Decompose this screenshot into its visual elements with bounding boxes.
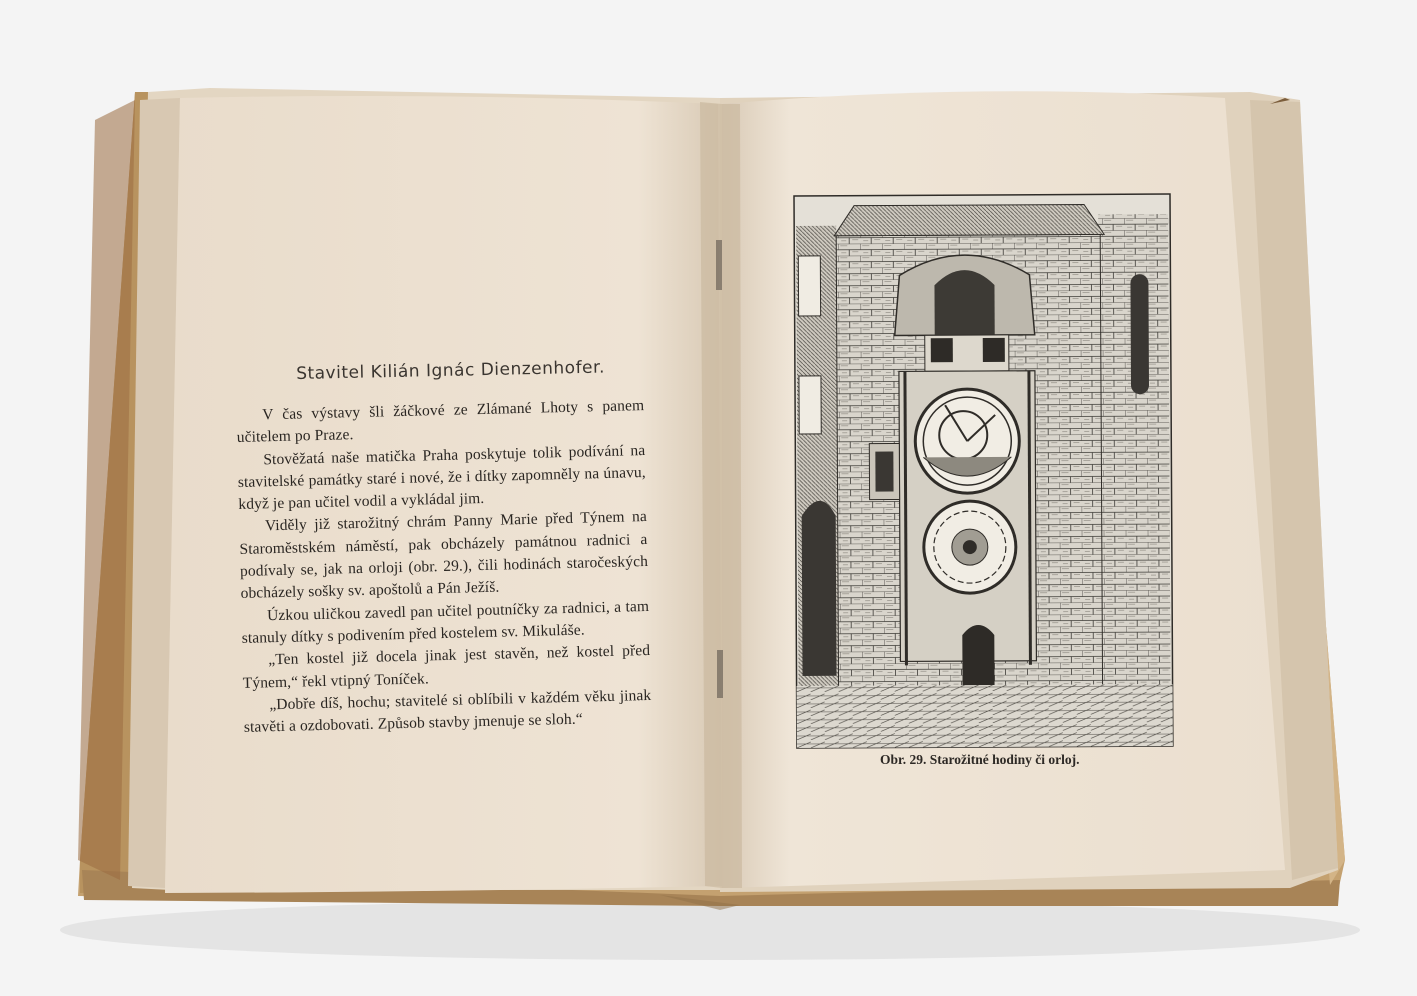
engraving-illustration: [794, 194, 1173, 748]
paragraph: Stověžatá naše matička Praha poskytuje tolik podívání na stavitelské památky staré i nové, že i dítky zapomněly na únavu, když je pan učitel vodil a vykládal jim.: [237, 441, 646, 514]
paragraph: Úzkou uličkou zavedl pan učitel poutníčky za radnici, a tam stanuly dítky s podivením před kostelem sv. Mikuláše.: [241, 597, 650, 647]
paragraph: „Ten kostel již docela jinak jest stavěn, než kostel před Týnem,“ řekl vtipný Toníček.: [242, 642, 651, 692]
page-body-text: [236, 395, 652, 739]
paragraph: Viděly již starožitný chrám Panny Marie před Týnem na Staroměstském náměstí, pak obcházely památnou radnici a podívaly se, jak na orloji (obr. 29.), čili hodinách staročeských obcházely sošky sv. apoštolů a Pán Ježíš.: [239, 508, 649, 603]
paragraph: V čas výstavy šli žáčkové ze Zlámané Lhoty s panem učitelem po Praze.: [236, 397, 645, 447]
chapter-title: Stavitel Kilián Ignác Dienzenhofer.: [296, 357, 606, 384]
figure-caption: Obr. 29. Starožitné hodiny či orloj.: [880, 752, 1080, 767]
paragraph: „Dobře díš, hochu; stavitelé si oblíbili v každém věku jinak stavěti a ozdobovati. Způsob stavby jmenuje se sloh.“: [243, 686, 652, 737]
